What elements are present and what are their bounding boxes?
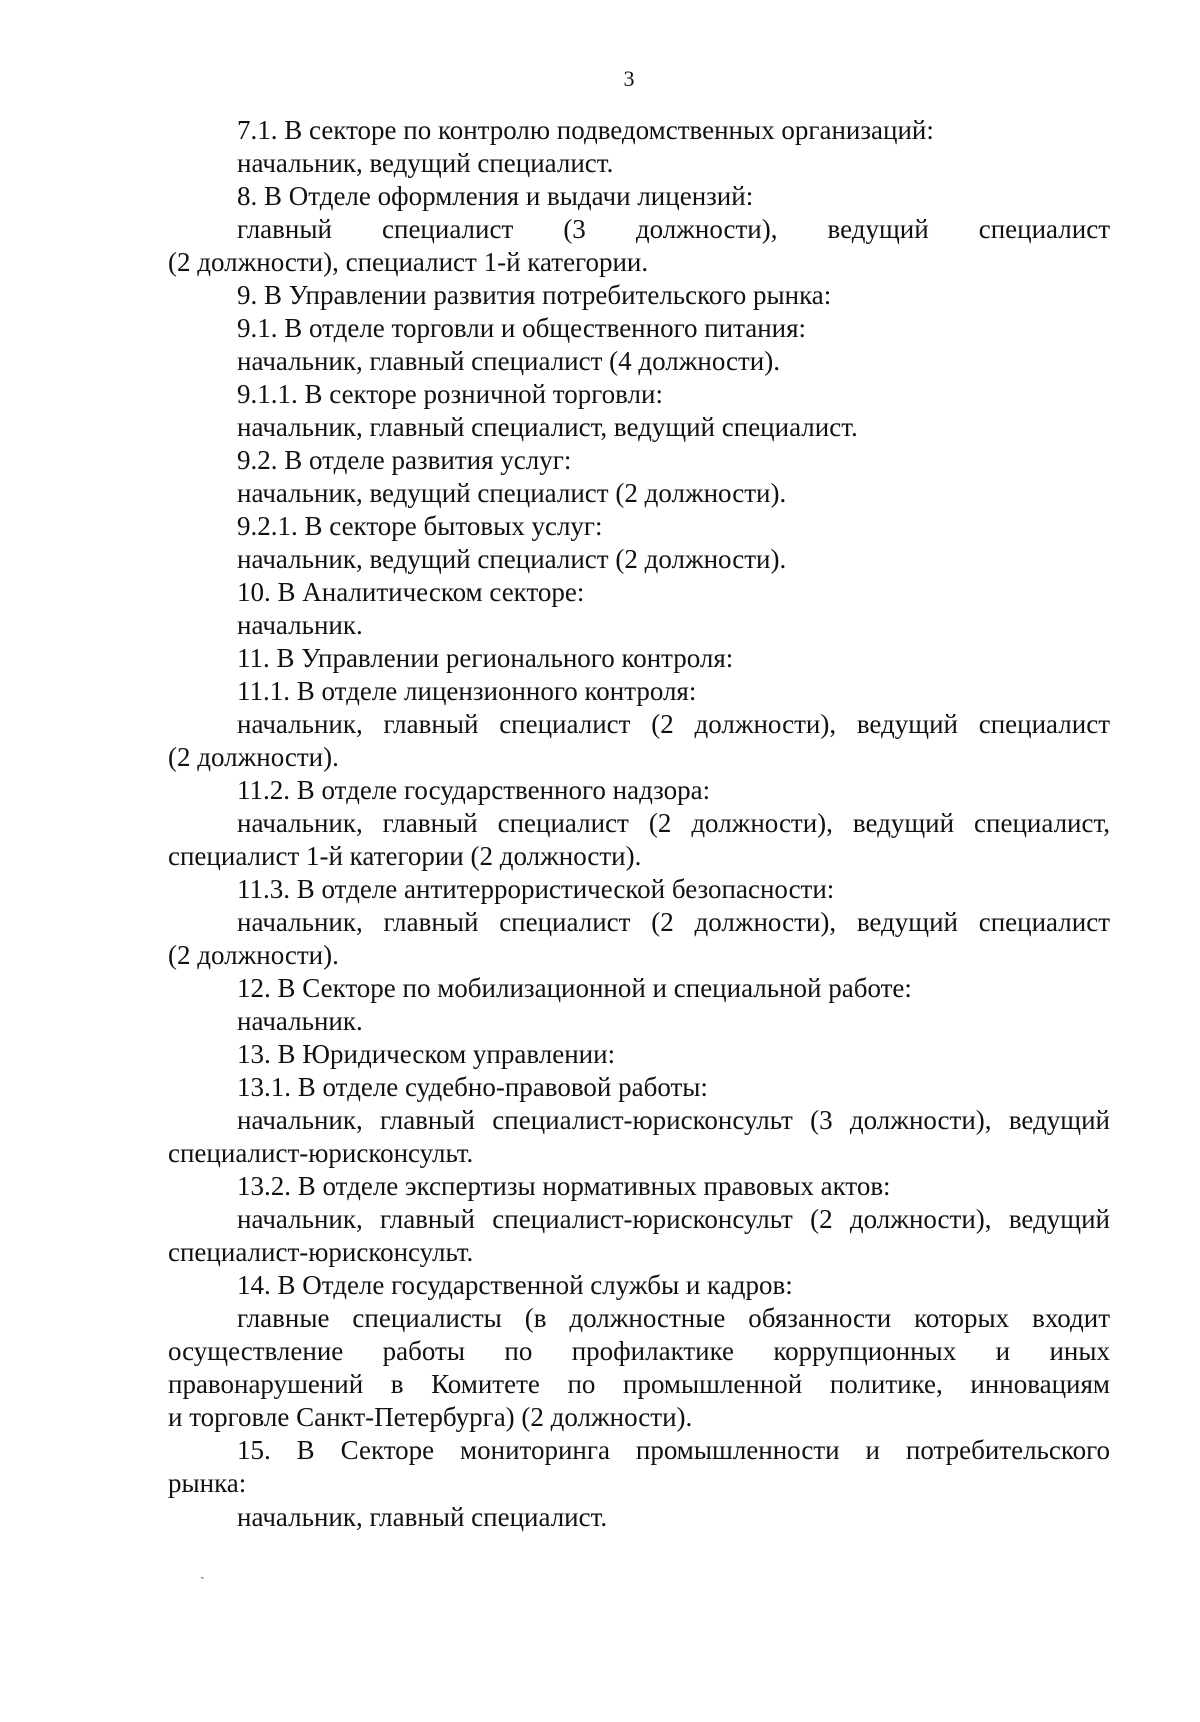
text-line: специалист 1-й категории (2 должности). bbox=[168, 841, 642, 871]
text-line: 13. В Юридическом управлении: bbox=[237, 1039, 616, 1069]
text-line: 13.2. В отделе экспертизы нормативных правовых актов: bbox=[237, 1171, 891, 1201]
text-line: осуществление работы по профилактике коррупционных и иных bbox=[168, 1336, 1110, 1366]
text-line: начальник, главный специалист-юрисконсульт (2 должности), ведущий bbox=[237, 1204, 1110, 1234]
page-number: 3 bbox=[623, 66, 635, 91]
text-line: 11.2. В отделе государственного надзора: bbox=[237, 775, 711, 805]
text-line: главные специалисты (в должностные обязанности которых входит bbox=[237, 1303, 1110, 1333]
text-line: начальник, ведущий специалист (2 должности). bbox=[237, 478, 787, 508]
text-line: начальник. bbox=[237, 1006, 363, 1036]
text-line: начальник, главный специалист (2 должности), ведущий специалист bbox=[237, 907, 1110, 937]
stray-mark: ˎ bbox=[200, 1565, 205, 1580]
text-line: 14. В Отделе государственной службы и кадров: bbox=[237, 1270, 793, 1300]
text-line: 15. В Секторе мониторинга промышленности и потребительского bbox=[237, 1435, 1110, 1465]
text-line: начальник, главный специалист-юрисконсульт (3 должности), ведущий bbox=[237, 1105, 1110, 1135]
text-line: начальник, ведущий специалист. bbox=[237, 148, 614, 178]
text-line: начальник, главный специалист (4 должности). bbox=[237, 346, 780, 376]
text-line: специалист-юрисконсульт. bbox=[168, 1237, 474, 1267]
document-body bbox=[168, 114, 1110, 1534]
text-line: начальник, главный специалист (2 должности), ведущий специалист, bbox=[237, 808, 1110, 838]
text-line: 11. В Управлении регионального контроля: bbox=[237, 643, 734, 673]
text-line: 11.3. В отделе антитеррористической безопасности: bbox=[237, 874, 835, 904]
text-line: 9.1.1. В секторе розничной торговли: bbox=[237, 379, 663, 409]
text-line: (2 должности), специалист 1-й категории. bbox=[168, 247, 649, 277]
text-line: начальник, главный специалист, ведущий специалист. bbox=[237, 412, 858, 442]
text-line: главный специалист (3 должности), ведущий специалист bbox=[237, 214, 1110, 244]
text-line: начальник, главный специалист. bbox=[237, 1502, 608, 1532]
text-line: рынка: bbox=[168, 1468, 247, 1498]
text-line: и торговле Санкт-Петербурга) (2 должности). bbox=[168, 1402, 693, 1432]
text-line: 13.1. В отделе судебно-правовой работы: bbox=[237, 1072, 708, 1102]
text-line: 9.2. В отделе развития услуг: bbox=[237, 445, 572, 475]
text-line: 8. В Отделе оформления и выдачи лицензий: bbox=[237, 181, 754, 211]
text-line: 9.1. В отделе торговли и общественного питания: bbox=[237, 313, 807, 343]
text-line: 9.2.1. В секторе бытовых услуг: bbox=[237, 511, 603, 541]
text-line: 9. В Управлении развития потребительского рынка: bbox=[237, 280, 832, 310]
text-line: начальник. bbox=[237, 610, 363, 640]
text-line: 7.1. В секторе по контролю подведомственных организаций: bbox=[237, 115, 934, 145]
text-line: (2 должности). bbox=[168, 742, 339, 772]
text-line: (2 должности). bbox=[168, 940, 339, 970]
text-line: специалист-юрисконсульт. bbox=[168, 1138, 474, 1168]
text-line: 10. В Аналитическом секторе: bbox=[237, 577, 585, 607]
text-line: 12. В Секторе по мобилизационной и специальной работе: bbox=[237, 973, 912, 1003]
text-line: правонарушений в Комитете по промышленной политике, инновациям bbox=[168, 1369, 1110, 1399]
text-line: 11.1. В отделе лицензионного контроля: bbox=[237, 676, 697, 706]
text-line: начальник, главный специалист (2 должности), ведущий специалист bbox=[237, 709, 1110, 739]
text-line: начальник, ведущий специалист (2 должности). bbox=[237, 544, 787, 574]
